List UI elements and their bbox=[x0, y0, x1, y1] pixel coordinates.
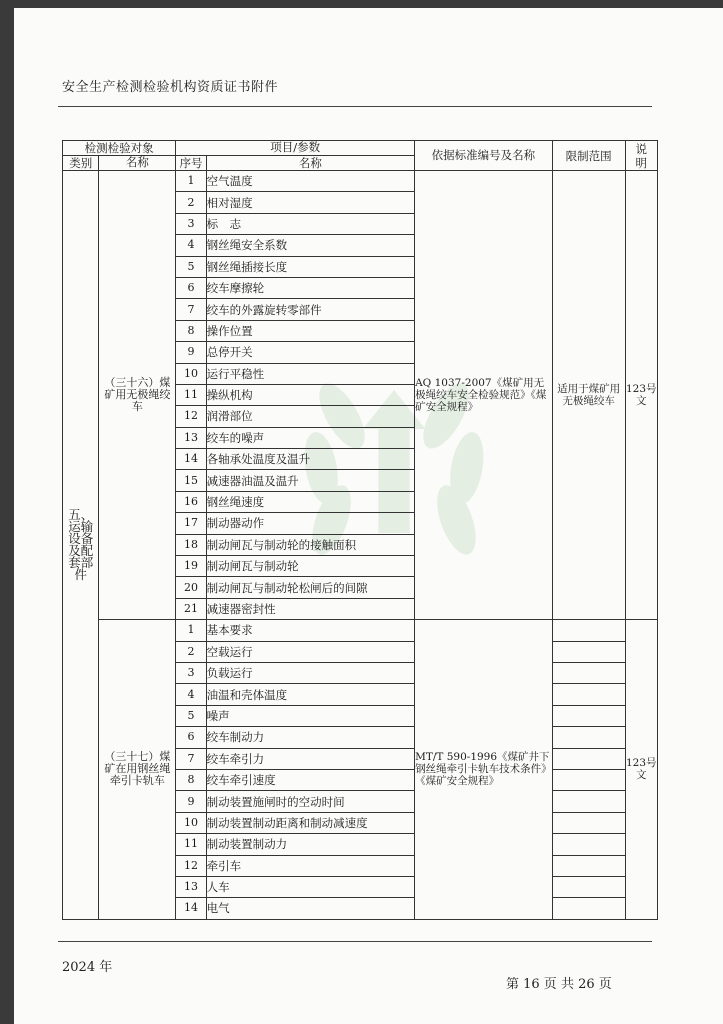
item-number-cell: 21 bbox=[176, 598, 206, 619]
item-name-cell: 标 志 bbox=[206, 213, 414, 234]
item-name-cell: 制动闸瓦与制动轮的接触面积 bbox=[206, 534, 414, 555]
header-limit: 限制范围 bbox=[552, 141, 625, 171]
item-number-cell: 12 bbox=[176, 855, 206, 876]
item-name-cell: 钢丝绳插接长度 bbox=[206, 256, 414, 277]
item-name-cell: 制动器动作 bbox=[206, 513, 414, 534]
item-number-cell: 4 bbox=[176, 684, 206, 705]
limit-cell bbox=[552, 769, 625, 790]
standard-cell: AQ 1037-2007《煤矿用无极绳绞车安全检验规范》《煤矿安全规程》 bbox=[415, 171, 553, 620]
item-name-cell: 操纵机构 bbox=[206, 384, 414, 405]
item-name-cell: 制动闸瓦与制动轮松闸后的间隙 bbox=[206, 577, 414, 598]
item-number-cell: 2 bbox=[176, 192, 206, 213]
item-name-cell: 人车 bbox=[206, 876, 414, 897]
item-number-cell: 4 bbox=[176, 235, 206, 256]
footer-year: 2024 年 bbox=[62, 960, 113, 975]
equipment-name-cell: （三十六）煤矿用无极绳绞车 bbox=[99, 171, 176, 620]
item-number-cell: 15 bbox=[176, 470, 206, 491]
item-number-cell: 11 bbox=[176, 834, 206, 855]
header-item-name: 名称 bbox=[206, 156, 414, 171]
item-number-cell: 14 bbox=[176, 898, 206, 919]
item-number-cell: 1 bbox=[176, 620, 206, 641]
limit-cell bbox=[552, 727, 625, 748]
item-number-cell: 12 bbox=[176, 406, 206, 427]
header-category: 类别 bbox=[63, 156, 99, 171]
item-name-cell: 绞车的外露旋转零部件 bbox=[206, 299, 414, 320]
item-number-cell: 8 bbox=[176, 769, 206, 790]
footer-divider bbox=[58, 941, 652, 942]
item-name-cell: 减速器油温及温升 bbox=[206, 470, 414, 491]
item-name-cell: 相对湿度 bbox=[206, 192, 414, 213]
item-number-cell: 6 bbox=[176, 727, 206, 748]
item-name-cell: 绞车制动力 bbox=[206, 727, 414, 748]
item-name-cell: 运行平稳性 bbox=[206, 363, 414, 384]
item-number-cell: 20 bbox=[176, 577, 206, 598]
limit-cell bbox=[552, 812, 625, 833]
item-number-cell: 16 bbox=[176, 491, 206, 512]
item-number-cell: 7 bbox=[176, 748, 206, 769]
limit-cell bbox=[552, 705, 625, 726]
item-number-cell: 6 bbox=[176, 277, 206, 298]
inspection-table bbox=[62, 140, 658, 920]
item-number-cell: 13 bbox=[176, 427, 206, 448]
document-header-title: 安全生产检测检验机构资质证书附件 bbox=[62, 80, 279, 95]
item-name-cell: 油温和壳体温度 bbox=[206, 684, 414, 705]
item-name-cell: 电气 bbox=[206, 898, 414, 919]
header-note: 说明 bbox=[625, 141, 657, 171]
header-name: 名称 bbox=[99, 156, 176, 171]
table-row bbox=[63, 620, 658, 641]
item-name-cell: 制动闸瓦与制动轮 bbox=[206, 556, 414, 577]
note-cell: 123号文 bbox=[625, 620, 657, 919]
header-object: 检测检验对象 bbox=[63, 141, 176, 156]
limit-cell bbox=[552, 791, 625, 812]
limit-cell bbox=[552, 620, 625, 641]
item-number-cell: 3 bbox=[176, 213, 206, 234]
item-number-cell: 17 bbox=[176, 513, 206, 534]
limit-cell bbox=[552, 898, 625, 919]
item-name-cell: 空载运行 bbox=[206, 641, 414, 662]
header-seq: 序号 bbox=[176, 156, 206, 171]
item-number-cell: 10 bbox=[176, 812, 206, 833]
header-divider bbox=[58, 106, 652, 107]
item-number-cell: 13 bbox=[176, 876, 206, 897]
item-number-cell: 14 bbox=[176, 449, 206, 470]
limit-cell: 适用于煤矿用无极绳绞车 bbox=[552, 171, 625, 620]
item-name-cell: 负载运行 bbox=[206, 662, 414, 683]
limit-cell bbox=[552, 876, 625, 897]
item-name-cell: 牵引车 bbox=[206, 855, 414, 876]
item-name-cell: 操作位置 bbox=[206, 320, 414, 341]
limit-cell bbox=[552, 748, 625, 769]
item-number-cell: 9 bbox=[176, 791, 206, 812]
standard-cell: MT/T 590-1996《煤矿井下钢丝绳牵引卡轨车技术条件》《煤矿安全规程》 bbox=[415, 620, 553, 919]
header-standard: 依据标准编号及名称 bbox=[415, 141, 553, 171]
item-name-cell: 各轴承处温度及温升 bbox=[206, 449, 414, 470]
category-cell: 五、运输设备及配套部件 bbox=[63, 171, 99, 920]
item-name-cell: 制动装置施闸时的空动时间 bbox=[206, 791, 414, 812]
equipment-name-cell: （三十七）煤矿在用钢丝绳牵引卡轨车 bbox=[99, 620, 176, 919]
item-number-cell: 10 bbox=[176, 363, 206, 384]
item-number-cell: 11 bbox=[176, 384, 206, 405]
item-name-cell: 钢丝绳速度 bbox=[206, 491, 414, 512]
item-name-cell: 钢丝绳安全系数 bbox=[206, 235, 414, 256]
item-number-cell: 18 bbox=[176, 534, 206, 555]
table-row bbox=[63, 171, 658, 192]
item-name-cell: 减速器密封性 bbox=[206, 598, 414, 619]
item-number-cell: 7 bbox=[176, 299, 206, 320]
item-number-cell: 5 bbox=[176, 256, 206, 277]
item-name-cell: 制动装置制动距离和制动减速度 bbox=[206, 812, 414, 833]
limit-cell bbox=[552, 684, 625, 705]
item-name-cell: 润滑部位 bbox=[206, 406, 414, 427]
item-name-cell: 空气温度 bbox=[206, 171, 414, 192]
item-number-cell: 9 bbox=[176, 342, 206, 363]
limit-cell bbox=[552, 855, 625, 876]
item-number-cell: 5 bbox=[176, 705, 206, 726]
limit-cell bbox=[552, 641, 625, 662]
item-name-cell: 基本要求 bbox=[206, 620, 414, 641]
item-name-cell: 制动装置制动力 bbox=[206, 834, 414, 855]
item-name-cell: 绞车牵引速度 bbox=[206, 769, 414, 790]
item-name-cell: 噪声 bbox=[206, 705, 414, 726]
item-number-cell: 1 bbox=[176, 171, 206, 192]
limit-cell bbox=[552, 834, 625, 855]
item-number-cell: 8 bbox=[176, 320, 206, 341]
item-name-cell: 总停开关 bbox=[206, 342, 414, 363]
item-number-cell: 3 bbox=[176, 662, 206, 683]
item-name-cell: 绞车的噪声 bbox=[206, 427, 414, 448]
limit-cell bbox=[552, 662, 625, 683]
note-cell: 123号文 bbox=[625, 171, 657, 620]
item-name-cell: 绞车牵引力 bbox=[206, 748, 414, 769]
item-number-cell: 2 bbox=[176, 641, 206, 662]
item-name-cell: 绞车摩擦轮 bbox=[206, 277, 414, 298]
item-number-cell: 19 bbox=[176, 556, 206, 577]
footer-page-number: 第 16 页 共 26 页 bbox=[506, 977, 612, 992]
header-item-param: 项目/参数 bbox=[176, 141, 415, 156]
